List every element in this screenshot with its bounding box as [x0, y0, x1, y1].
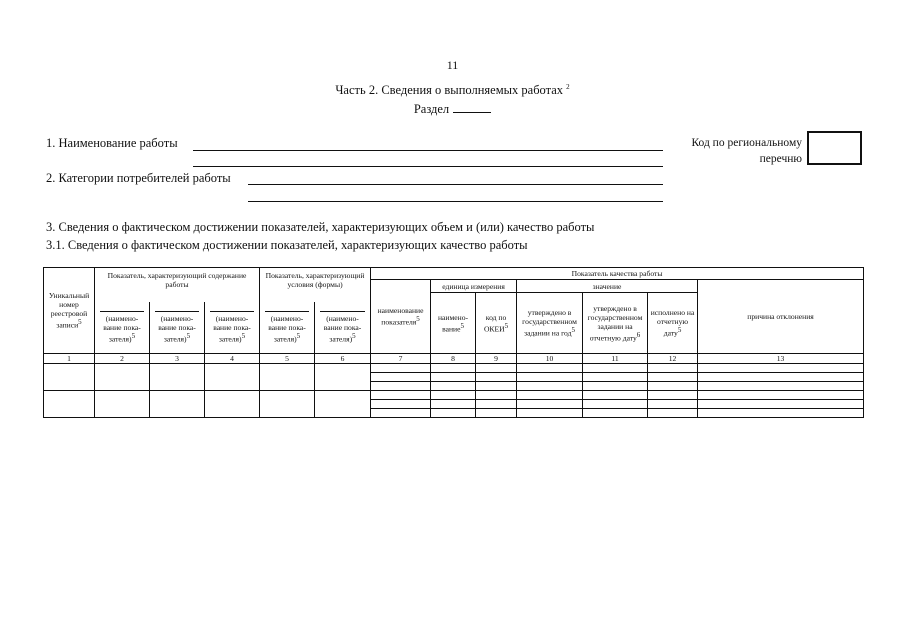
column-number: 10: [517, 354, 583, 364]
data-cell[interactable]: [698, 391, 864, 400]
data-cell[interactable]: [431, 409, 476, 418]
table-row: [44, 364, 864, 373]
data-cell[interactable]: [150, 364, 205, 391]
data-cell[interactable]: [517, 373, 583, 382]
regional-code-label-line2: перечню: [759, 153, 802, 165]
header-approved-date: утверждено в государственном задании на отчетную дату$^6$: [583, 293, 648, 354]
quality-indicators-table: [43, 267, 864, 418]
header-subindicator: (наимено- вание пока- зателя)$^5$: [95, 302, 150, 354]
header-content-spacer: [95, 293, 260, 302]
header-value: значение: [517, 280, 698, 293]
data-cell[interactable]: [371, 400, 431, 409]
data-cell[interactable]: [476, 373, 517, 382]
data-cell[interactable]: [476, 400, 517, 409]
page-title: [0, 83, 905, 98]
data-cell[interactable]: [150, 391, 205, 418]
data-cell[interactable]: [371, 409, 431, 418]
data-cell[interactable]: [648, 409, 698, 418]
header-reason: причина отклонения: [698, 280, 864, 354]
data-cell[interactable]: [648, 400, 698, 409]
regional-code-label: [672, 135, 802, 167]
data-cell[interactable]: [260, 391, 315, 418]
table-row: [44, 391, 864, 400]
regional-code-label-line1: Код по региональному: [691, 137, 802, 149]
data-cell[interactable]: [371, 364, 431, 373]
header-unique-number: Уникальный номер реестровой записи$^5$: [44, 268, 95, 354]
data-cell[interactable]: [583, 409, 648, 418]
header-subindicator: (наимено- вание пока- зателя)$^5$: [315, 302, 371, 354]
column-number: 3: [150, 354, 205, 364]
column-number: 12: [648, 354, 698, 364]
data-cell[interactable]: [260, 364, 315, 391]
column-number: 2: [95, 354, 150, 364]
header-conditions-spacer: [260, 293, 371, 302]
consumers-line-2[interactable]: [248, 201, 663, 202]
data-cell[interactable]: [648, 373, 698, 382]
data-cell[interactable]: [44, 391, 95, 418]
section-3-1-heading: 3.1. Сведения о фактическом достижении показателей, характеризующих качество работы: [46, 238, 528, 252]
data-cell[interactable]: [698, 382, 864, 391]
header-unit: единица измерения: [431, 280, 517, 293]
data-cell[interactable]: [517, 391, 583, 400]
data-cell[interactable]: [431, 373, 476, 382]
data-cell[interactable]: [648, 382, 698, 391]
work-name-label: 1. Наименование работы: [46, 136, 178, 150]
data-cell[interactable]: [698, 400, 864, 409]
column-number: 7: [371, 354, 431, 364]
data-cell[interactable]: [371, 391, 431, 400]
column-number-row: [44, 354, 864, 364]
header-content-indicator: Показатель, характеризующий содержание работы: [95, 268, 260, 293]
data-cell[interactable]: [431, 382, 476, 391]
data-cell[interactable]: [698, 409, 864, 418]
data-cell[interactable]: [517, 364, 583, 373]
data-cell[interactable]: [583, 391, 648, 400]
column-number: 4: [205, 354, 260, 364]
data-cell[interactable]: [44, 364, 95, 391]
header-subindicator: (наимено- вание пока- зателя)$^5$: [150, 302, 205, 354]
column-number: 1: [44, 354, 95, 364]
data-cell[interactable]: [583, 400, 648, 409]
data-cell[interactable]: [476, 364, 517, 373]
data-cell[interactable]: [315, 364, 371, 391]
column-number: 11: [583, 354, 648, 364]
title-footnote: 2: [566, 83, 570, 91]
data-cell[interactable]: [371, 382, 431, 391]
data-cell[interactable]: [583, 382, 648, 391]
data-cell[interactable]: [431, 391, 476, 400]
data-cell[interactable]: [517, 400, 583, 409]
title-text: Часть 2. Сведения о выполняемых работах: [335, 83, 564, 98]
header-indicator-name: наименование показателя$^5$: [371, 280, 431, 354]
section-number-field[interactable]: [453, 101, 491, 113]
regional-code-box[interactable]: [807, 131, 862, 165]
work-name-line-2[interactable]: [193, 166, 663, 167]
data-cell[interactable]: [431, 400, 476, 409]
header-subindicator: (наимено- вание пока- зателя)$^5$: [260, 302, 315, 354]
section-heading: [0, 101, 905, 117]
column-number: 9: [476, 354, 517, 364]
column-number: 5: [260, 354, 315, 364]
header-conditions-indicator: Показатель, характеризующий условия (формы): [260, 268, 371, 293]
data-cell[interactable]: [517, 409, 583, 418]
data-cell[interactable]: [371, 373, 431, 382]
data-cell[interactable]: [205, 391, 260, 418]
column-number: 13: [698, 354, 864, 364]
header-unit-name: наимено-вание$^5$: [431, 293, 476, 354]
header-quality-indicator: Показатель качества работы: [371, 268, 864, 280]
section-label: Раздел: [413, 102, 450, 116]
header-executed: исполнено на отчетную дату$^5$: [648, 293, 698, 354]
data-cell[interactable]: [205, 364, 260, 391]
work-name-line-1[interactable]: [193, 150, 663, 151]
header-okei: код по ОКЕИ$^5$: [476, 293, 517, 354]
data-cell[interactable]: [476, 382, 517, 391]
data-cell[interactable]: [698, 373, 864, 382]
data-cell[interactable]: [583, 364, 648, 373]
data-cell[interactable]: [648, 391, 698, 400]
column-number: 8: [431, 354, 476, 364]
data-cell[interactable]: [431, 364, 476, 373]
data-cell[interactable]: [315, 391, 371, 418]
page-number: 11: [446, 58, 459, 72]
data-cell[interactable]: [95, 364, 150, 391]
data-cell[interactable]: [517, 382, 583, 391]
data-cell[interactable]: [95, 391, 150, 418]
data-cell[interactable]: [698, 364, 864, 373]
data-cell[interactable]: [648, 364, 698, 373]
data-cell[interactable]: [476, 409, 517, 418]
data-cell[interactable]: [583, 373, 648, 382]
consumers-line-1[interactable]: [248, 184, 663, 185]
consumers-label: 2. Категории потребителей работы: [46, 171, 231, 185]
data-cell[interactable]: [476, 391, 517, 400]
header-approved-year: утверждено в государственном задании на год$^5$: [517, 293, 583, 354]
header-subindicator: (наимено- вание пока- зателя)$^5$: [205, 302, 260, 354]
section-3-heading: 3. Сведения о фактическом достижении показателей, характеризующих объем и (или) качество работы: [46, 220, 595, 234]
column-number: 6: [315, 354, 371, 364]
